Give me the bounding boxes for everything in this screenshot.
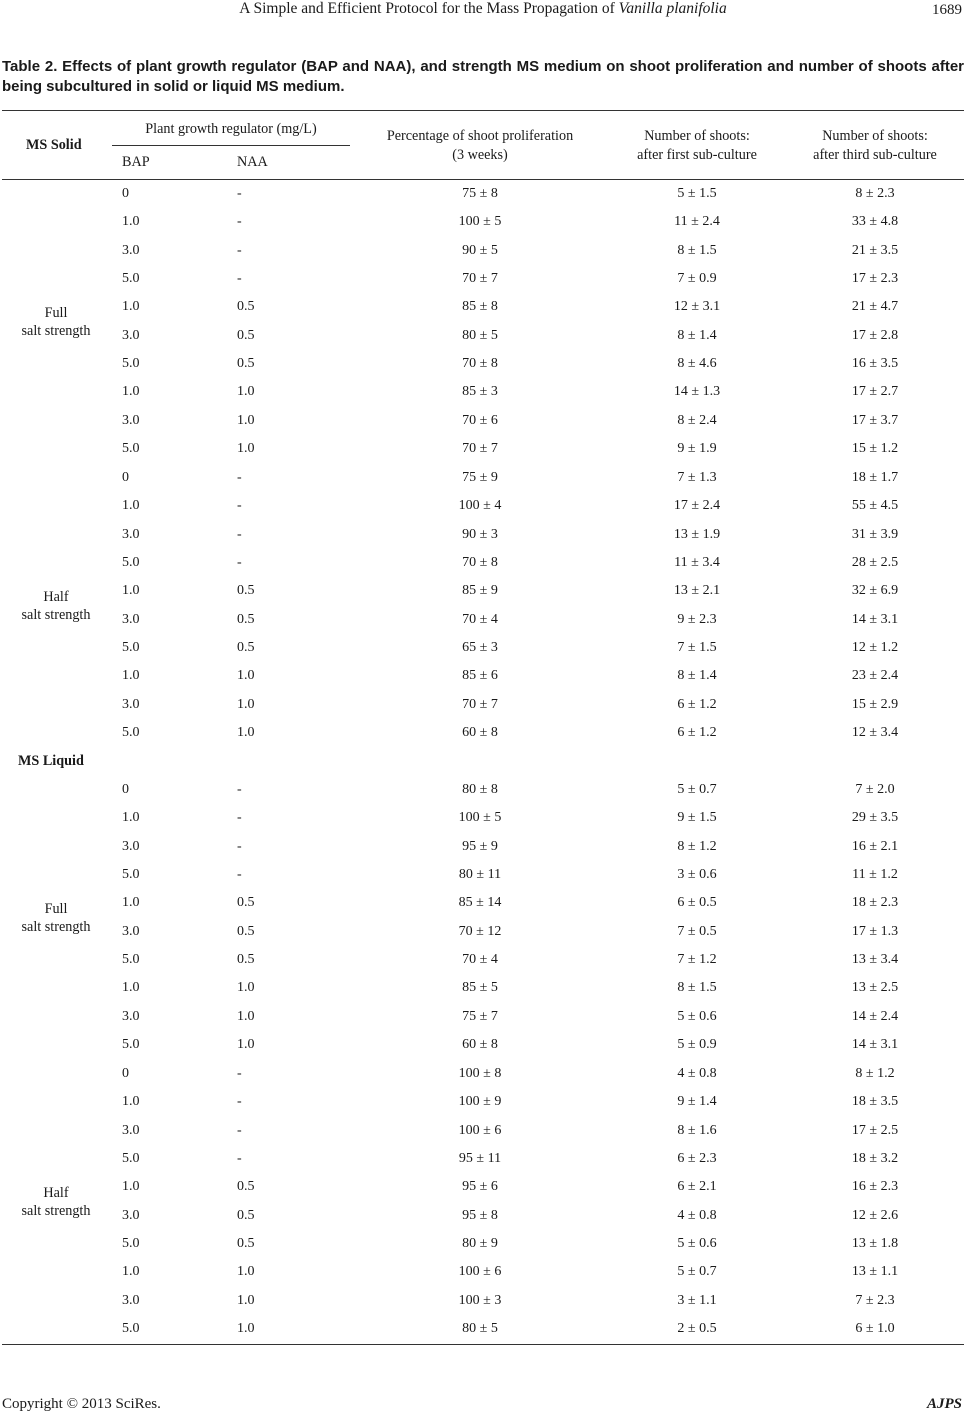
shoot-proliferation-cell: 70 ± 6 <box>462 412 498 428</box>
first-subculture-cell: 5 ± 0.7 <box>677 782 717 797</box>
naa-cell: - <box>237 810 242 826</box>
running-title-text: A Simple and Efficient Protocol for the Mass Propagation of <box>239 0 619 17</box>
first-subculture-header-line2: after first sub-culture <box>637 147 757 163</box>
third-subculture-cell: 33 ± 4.8 <box>851 214 899 230</box>
naa-cell: 1.0 <box>237 696 255 712</box>
bap-cell: 1.0 <box>122 895 140 911</box>
shoot-proliferation-cell: 100 ± 8 <box>458 1066 502 1081</box>
naa-cell: - <box>237 1094 242 1110</box>
third-subculture-cell: 55 ± 4.5 <box>851 498 899 514</box>
naa-cell: - <box>237 867 242 883</box>
third-subculture-cell: 13 ± 1.1 <box>851 1264 899 1280</box>
first-subculture-cell: 8 ± 2.4 <box>677 412 717 428</box>
table-caption: Table 2. Effects of plant growth regulator (BAP and NAA), and strength MS medium on shoot proliferation and number of shoots after being subcultured in solid or liquid MS medium. <box>2 58 964 95</box>
first-subculture-cell: 12 ± 3.1 <box>673 299 721 315</box>
bap-header: BAP <box>122 154 150 170</box>
bap-cell: 1.0 <box>122 214 140 230</box>
first-subculture-cell: 4 ± 0.8 <box>677 1066 717 1081</box>
salt-strength-group-label <box>4 304 108 340</box>
first-subculture-cell: 2 ± 0.5 <box>677 1321 717 1337</box>
first-subculture-header-line1: Number of shoots: <box>644 128 750 144</box>
first-subculture-cell: 5 ± 0.6 <box>677 1236 717 1252</box>
third-subculture-cell: 16 ± 2.3 <box>851 1179 899 1195</box>
third-subculture-cell: 17 ± 2.7 <box>851 384 899 400</box>
naa-cell: - <box>237 186 242 201</box>
bap-cell: 3.0 <box>122 1122 140 1138</box>
pct-header-line1: Percentage of shoot proliferation <box>386 128 574 144</box>
group-label-line2: salt strength <box>21 606 91 623</box>
first-subculture-cell: 3 ± 1.1 <box>677 1292 717 1308</box>
table-bottom-rule-full <box>2 1344 964 1345</box>
first-subculture-cell: 13 ± 1.9 <box>673 526 721 542</box>
naa-cell: 0.5 <box>237 1207 255 1223</box>
first-subculture-cell: 7 ± 0.9 <box>677 271 717 287</box>
shoot-proliferation-cell: 70 ± 8 <box>462 356 498 372</box>
shoot-proliferation-cell: 70 ± 12 <box>458 923 502 939</box>
bap-cell: 3.0 <box>122 1292 140 1308</box>
bap-cell: 1.0 <box>122 668 140 684</box>
third-subculture-cell: 18 ± 3.2 <box>851 1151 899 1167</box>
naa-cell: 1.0 <box>237 1321 255 1337</box>
naa-cell: 1.0 <box>237 1037 255 1053</box>
naa-cell: - <box>237 242 242 258</box>
naa-cell: 1.0 <box>237 980 255 996</box>
group-label-line1: Half <box>43 588 69 605</box>
third-subculture-cell: 32 ± 6.9 <box>851 583 899 599</box>
shoot-proliferation-cell: 75 ± 7 <box>462 1008 498 1024</box>
third-subculture-cell: 21 ± 3.5 <box>851 242 899 258</box>
first-subculture-cell: 7 ± 1.3 <box>677 470 717 485</box>
salt-strength-group-label <box>4 588 108 624</box>
naa-cell: - <box>237 1122 242 1138</box>
first-subculture-cell: 8 ± 4.6 <box>677 356 717 372</box>
naa-cell: 1.0 <box>237 1008 255 1024</box>
shoot-proliferation-cell: 80 ± 5 <box>462 327 498 343</box>
shoot-proliferation-cell: 70 ± 7 <box>462 441 498 457</box>
shoot-proliferation-cell: 80 ± 11 <box>458 867 502 883</box>
salt-strength-group-label <box>4 1184 108 1220</box>
first-subculture-cell: 13 ± 2.1 <box>673 583 721 599</box>
shoot-proliferation-cell: 65 ± 3 <box>462 640 498 656</box>
third-subculture-cell: 17 ± 2.8 <box>851 327 899 343</box>
medium-header: MS Solid <box>26 137 82 153</box>
first-subculture-cell: 7 ± 1.2 <box>677 952 717 968</box>
third-subculture-cell: 18 ± 2.3 <box>851 895 899 911</box>
journal-abbreviation: AJPS <box>926 1396 962 1412</box>
first-subculture-cell: 5 ± 1.5 <box>677 186 717 201</box>
bap-cell: 1.0 <box>122 1094 140 1110</box>
first-subculture-cell: 6 ± 1.2 <box>677 725 717 741</box>
group-label-line2: salt strength <box>21 918 91 935</box>
shoot-proliferation-cell: 70 ± 4 <box>462 611 498 627</box>
naa-cell: - <box>237 1066 242 1081</box>
naa-cell: 0.5 <box>237 1236 255 1252</box>
third-subculture-header-line1: Number of shoots: <box>822 128 928 144</box>
bap-cell: 1.0 <box>122 583 140 599</box>
naa-cell: - <box>237 555 242 571</box>
bap-cell: 5.0 <box>122 1321 140 1337</box>
first-subculture-cell: 6 ± 2.3 <box>677 1151 717 1167</box>
naa-cell: - <box>237 782 242 797</box>
bap-cell: 5.0 <box>122 1151 140 1167</box>
bap-cell: 0 <box>122 186 129 201</box>
first-subculture-cell: 4 ± 0.8 <box>677 1207 717 1223</box>
first-subculture-cell: 8 ± 1.6 <box>677 1122 717 1138</box>
bap-cell: 5.0 <box>122 1037 140 1053</box>
shoot-proliferation-cell: 80 ± 5 <box>462 1321 498 1337</box>
naa-cell: 1.0 <box>237 412 255 428</box>
first-subculture-cell: 7 ± 1.5 <box>677 640 717 656</box>
first-subculture-cell: 5 ± 0.9 <box>677 1037 717 1053</box>
shoot-proliferation-cell: 100 ± 6 <box>458 1122 502 1138</box>
third-subculture-cell: 16 ± 3.5 <box>851 356 899 372</box>
third-subculture-cell: 12 ± 3.4 <box>851 725 899 741</box>
naa-cell: 0.5 <box>237 299 255 315</box>
shoot-proliferation-cell: 85 ± 8 <box>462 299 498 315</box>
shoot-proliferation-cell: 60 ± 8 <box>462 725 498 741</box>
shoot-proliferation-cell: 85 ± 5 <box>462 980 498 996</box>
first-subculture-cell: 5 ± 0.7 <box>677 1264 717 1280</box>
third-subculture-cell: 18 ± 3.5 <box>851 1094 899 1110</box>
first-subculture-cell: 8 ± 1.4 <box>677 327 717 343</box>
third-subculture-cell: 28 ± 2.5 <box>851 555 899 571</box>
group-label-line2: salt strength <box>21 1202 91 1219</box>
bap-cell: 3.0 <box>122 242 140 258</box>
shoot-proliferation-cell: 100 ± 4 <box>458 498 502 514</box>
shoot-proliferation-cell: 95 ± 11 <box>458 1151 502 1167</box>
third-subculture-cell: 14 ± 2.4 <box>851 1008 899 1024</box>
naa-header: NAA <box>237 154 268 170</box>
bap-cell: 3.0 <box>122 412 140 428</box>
bap-cell: 5.0 <box>122 1236 140 1252</box>
shoot-proliferation-cell: 100 ± 6 <box>458 1264 502 1280</box>
bap-cell: 3.0 <box>122 327 140 343</box>
naa-cell: 1.0 <box>237 725 255 741</box>
bap-cell: 5.0 <box>122 555 140 571</box>
third-subculture-header-line2: after third sub-culture <box>813 147 937 163</box>
third-subculture-cell: 21 ± 4.7 <box>851 299 899 315</box>
naa-cell: 0.5 <box>237 327 255 343</box>
first-subculture-cell: 9 ± 1.5 <box>677 810 717 826</box>
first-subculture-cell: 11 ± 3.4 <box>674 555 720 571</box>
shoot-proliferation-cell: 100 ± 3 <box>458 1292 502 1308</box>
naa-cell: - <box>237 1151 242 1167</box>
bap-cell: 3.0 <box>122 526 140 542</box>
third-subculture-cell: 17 ± 3.7 <box>851 412 899 428</box>
first-subculture-cell: 8 ± 1.5 <box>677 242 717 258</box>
bap-cell: 3.0 <box>122 923 140 939</box>
shoot-proliferation-cell: 60 ± 8 <box>462 1037 498 1053</box>
naa-cell: 0.5 <box>237 583 255 599</box>
copyright-notice: Copyright © 2013 SciRes. <box>2 1396 161 1412</box>
running-title-species: Vanilla planifolia <box>618 0 727 17</box>
shoot-proliferation-cell: 85 ± 14 <box>458 895 502 911</box>
naa-cell: - <box>237 838 242 854</box>
third-subculture-cell: 15 ± 1.2 <box>851 441 899 457</box>
first-subculture-cell: 7 ± 0.5 <box>677 923 717 939</box>
first-subculture-cell: 3 ± 0.6 <box>677 867 717 883</box>
bap-cell: 1.0 <box>122 299 140 315</box>
bap-cell: 1.0 <box>122 384 140 400</box>
shoot-proliferation-cell: 95 ± 9 <box>462 838 498 854</box>
first-subculture-cell: 11 ± 2.4 <box>674 214 720 230</box>
third-subculture-cell: 18 ± 1.7 <box>851 470 899 485</box>
first-subculture-cell: 8 ± 1.2 <box>677 838 717 854</box>
naa-cell: - <box>237 271 242 287</box>
bap-cell: 1.0 <box>122 498 140 514</box>
shoot-proliferation-cell: 80 ± 8 <box>462 782 498 797</box>
bap-cell: 1.0 <box>122 980 140 996</box>
naa-cell: 0.5 <box>237 1179 255 1195</box>
third-subculture-cell: 12 ± 1.2 <box>851 640 899 656</box>
bap-cell: 1.0 <box>122 1179 140 1195</box>
third-subculture-cell: 17 ± 2.5 <box>851 1122 899 1138</box>
shoot-proliferation-cell: 100 ± 5 <box>458 214 502 230</box>
bap-cell: 5.0 <box>122 271 140 287</box>
first-subculture-cell: 9 ± 2.3 <box>677 611 717 627</box>
shoot-proliferation-cell: 85 ± 3 <box>462 384 498 400</box>
third-subculture-cell: 11 ± 1.2 <box>852 867 898 883</box>
shoot-proliferation-cell: 75 ± 8 <box>462 186 498 201</box>
first-subculture-cell: 6 ± 0.5 <box>677 895 717 911</box>
shoot-proliferation-cell: 100 ± 9 <box>458 1094 502 1110</box>
shoot-proliferation-cell: 90 ± 5 <box>462 242 498 258</box>
third-subculture-cell: 8 ± 2.3 <box>855 186 895 201</box>
bap-cell: 5.0 <box>122 441 140 457</box>
third-subculture-cell: 29 ± 3.5 <box>851 810 899 826</box>
third-subculture-cell: 31 ± 3.9 <box>851 526 899 542</box>
bap-cell: 5.0 <box>122 952 140 968</box>
third-subculture-cell: 13 ± 2.5 <box>851 980 899 996</box>
third-subculture-cell: 17 ± 2.3 <box>851 271 899 287</box>
third-subculture-cell: 16 ± 2.1 <box>851 838 899 854</box>
shoot-proliferation-cell: 80 ± 9 <box>462 1236 498 1252</box>
first-subculture-cell: 14 ± 1.3 <box>673 384 721 400</box>
salt-strength-group-label <box>4 900 108 936</box>
bap-cell: 3.0 <box>122 1207 140 1223</box>
group-label-line2: salt strength <box>21 322 91 339</box>
naa-cell: 1.0 <box>237 1264 255 1280</box>
first-subculture-cell: 8 ± 1.4 <box>677 668 717 684</box>
third-subculture-cell: 7 ± 2.0 <box>855 782 895 797</box>
first-subculture-cell: 17 ± 2.4 <box>673 498 721 514</box>
naa-cell: 1.0 <box>237 384 255 400</box>
shoot-proliferation-cell: 70 ± 4 <box>462 952 498 968</box>
third-subculture-cell: 7 ± 2.3 <box>855 1292 895 1308</box>
bap-cell: 5.0 <box>122 725 140 741</box>
naa-cell: 0.5 <box>237 356 255 372</box>
shoot-proliferation-cell: 70 ± 7 <box>462 271 498 287</box>
naa-cell: 0.5 <box>237 895 255 911</box>
bap-cell: 3.0 <box>122 838 140 854</box>
shoot-proliferation-cell: 90 ± 3 <box>462 526 498 542</box>
bap-cell: 0 <box>122 470 129 485</box>
naa-cell: - <box>237 470 242 485</box>
third-subculture-cell: 8 ± 1.2 <box>855 1066 895 1081</box>
page-number: 1689 <box>932 2 962 18</box>
first-subculture-cell: 9 ± 1.4 <box>677 1094 717 1110</box>
shoot-proliferation-cell: 100 ± 5 <box>458 810 502 826</box>
third-subculture-cell: 13 ± 3.4 <box>851 952 899 968</box>
naa-cell: 0.5 <box>237 923 255 939</box>
group-label-line1: Full <box>44 304 68 321</box>
bap-cell: 1.0 <box>122 1264 140 1280</box>
bap-cell: 5.0 <box>122 867 140 883</box>
shoot-proliferation-cell: 85 ± 6 <box>462 668 498 684</box>
naa-cell: 1.0 <box>237 441 255 457</box>
shoot-proliferation-cell: 70 ± 8 <box>462 555 498 571</box>
shoot-proliferation-cell: 95 ± 8 <box>462 1207 498 1223</box>
naa-cell: 1.0 <box>237 668 255 684</box>
bap-cell: 5.0 <box>122 640 140 656</box>
bap-cell: 0 <box>122 1066 129 1081</box>
bap-cell: 3.0 <box>122 611 140 627</box>
naa-cell: 0.5 <box>237 640 255 656</box>
bap-cell: 5.0 <box>122 356 140 372</box>
shoot-proliferation-cell: 85 ± 9 <box>462 583 498 599</box>
third-subculture-cell: 17 ± 1.3 <box>851 923 899 939</box>
third-subculture-cell: 14 ± 3.1 <box>851 611 899 627</box>
third-subculture-cell: 6 ± 1.0 <box>855 1321 895 1337</box>
bap-cell: 0 <box>122 782 129 797</box>
bap-cell: 1.0 <box>122 810 140 826</box>
group-label-line1: Full <box>44 900 68 917</box>
first-subculture-cell: 6 ± 2.1 <box>677 1179 717 1195</box>
pgr-group-header: Plant growth regulator (mg/L) <box>145 121 317 137</box>
pct-header-line2: (3 weeks) <box>452 147 508 163</box>
naa-cell: - <box>237 214 242 230</box>
first-subculture-cell: 5 ± 0.6 <box>677 1008 717 1024</box>
third-subculture-cell: 13 ± 1.8 <box>851 1236 899 1252</box>
group-label-line1: Half <box>43 1184 69 1201</box>
naa-cell: 0.5 <box>237 952 255 968</box>
shoot-proliferation-cell: 95 ± 6 <box>462 1179 498 1195</box>
third-subculture-cell: 15 ± 2.9 <box>851 696 899 712</box>
naa-cell: - <box>237 498 242 514</box>
first-subculture-cell: 6 ± 1.2 <box>677 696 717 712</box>
first-subculture-cell: 8 ± 1.5 <box>677 980 717 996</box>
shoot-proliferation-cell: 75 ± 9 <box>462 470 498 485</box>
naa-cell: 1.0 <box>237 1292 255 1308</box>
third-subculture-cell: 23 ± 2.4 <box>851 668 899 684</box>
third-subculture-cell: 14 ± 3.1 <box>851 1037 899 1053</box>
bap-cell: 3.0 <box>122 1008 140 1024</box>
third-subculture-cell: 12 ± 2.6 <box>851 1207 899 1223</box>
bap-cell: 3.0 <box>122 696 140 712</box>
ms-liquid-section-label: MS Liquid <box>18 753 84 769</box>
naa-cell: 0.5 <box>237 611 255 627</box>
shoot-proliferation-cell: 70 ± 7 <box>462 696 498 712</box>
first-subculture-cell: 9 ± 1.9 <box>677 441 717 457</box>
naa-cell: - <box>237 526 242 542</box>
